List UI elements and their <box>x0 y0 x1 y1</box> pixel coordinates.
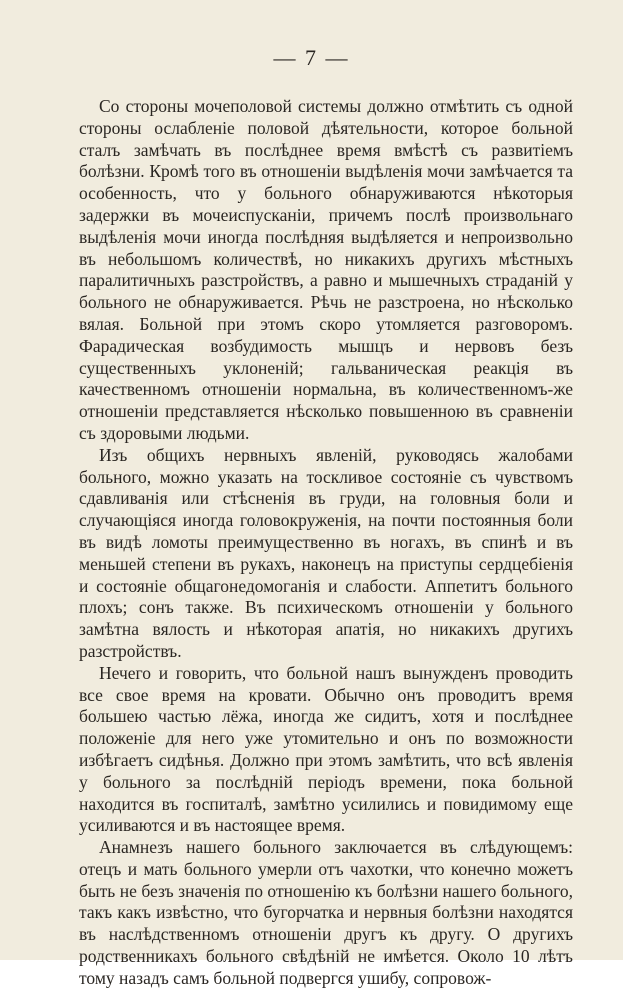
paragraph-bed-rest: Нечего и говорить, что больной нашъ вынужденъ проводить все свое время на кровати. Обычно онъ проводитъ время большею частью лёжа, иногда же сидитъ, хотя и послѣднее положеніе для него уже утомительно и онъ по возможности избѣгаетъ сидѣнья. Должно при этомъ замѣтить, что всѣ явленія у больного за послѣдній періодъ времени, пока больной находится въ госпиталѣ, замѣтно усилились и повидимому еще усиливаются и въ настоящее время. <box>79 662 573 836</box>
paragraph-nervous-symptoms: Изъ общихъ нервныхъ явленій, руководясь жалобами больного, можно указать на тоскливое состояніе съ чувствомъ сдавливанія или стѣсненія въ груди, на головныя боли и случающіяся иногда головокруженія, на почти постоянныя боли въ видѣ ломоты преимущественно въ ногахъ, въ спинѣ и въ меньшей степени въ рукахъ, наконецъ на приступы сердцебіенія и состояніе общагонедомоганія и слабости. Аппетитъ больного плохъ; сонъ также. Въ психическомъ отношеніи у больного замѣтна вялость и нѣкоторая апатія, но никакихъ другихъ разстройствъ. <box>79 444 573 661</box>
paragraph-urogenital: Со стороны мочеполовой системы должно отмѣтить съ одной стороны ослабленіе половой дѣятельности, которое больной сталъ замѣчать въ послѣднее время вмѣстѣ съ развитіемъ болѣзни. Кромѣ того въ отношеніи выдѣленія мочи замѣчается та особенность, что у больного обнаруживаются нѣкоторыя задержки въ мочеиспусканіи, причемъ послѣ произвольнаго выдѣленія мочи иногда послѣдняя выдѣляется и непроизвольно въ небольшомъ количествѣ, но никакихъ другихъ мѣстныхъ паралитичныхъ разстройствъ, а равно и мышечныхъ страданій у больного не обнаруживается. Рѣчь не разстроена, но нѣсколько вялая. Больной при этомъ скоро утомляется разговоромъ. Фарадическая возбудимость мышцъ и нервовъ безъ существенныхъ уклоненій; гальваническая реакція въ качественномъ отношеніи нормальна, въ количественномъ-же отношеніи представляется нѣсколько повышенною въ сравненіи съ здоровыми людьми. <box>79 96 573 443</box>
text-body <box>79 96 573 990</box>
page-number: — 7 — <box>273 45 350 70</box>
paragraph-anamnesis: Анамнезъ нашего больного заключается въ слѣдующемъ: отецъ и мать больного умерли отъ чахотки, что конечно можетъ быть не безъ значенія по отношенію къ болѣзни нашего больного, такъ какъ извѣстно, что бугорчатка и нервныя болѣзни находятся въ наслѣдственномъ отношеніи другъ къ другу. О другихъ родственникахъ больного свѣдѣній не имѣется. Около 10 лѣтъ тому назадъ самъ больной подвергся ушибу, сопровож- <box>79 837 573 988</box>
